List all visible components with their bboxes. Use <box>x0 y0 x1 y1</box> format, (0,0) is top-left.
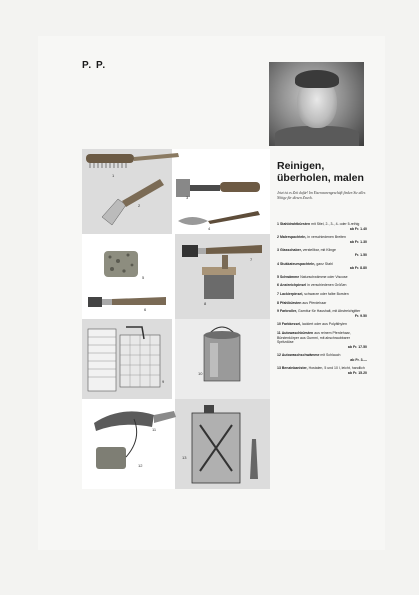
portrait-hair <box>295 70 339 88</box>
item-name: Farbkessel, <box>281 322 302 327</box>
item-desc: in verschiedenen Größen <box>307 283 347 288</box>
list-item <box>277 309 367 318</box>
item-number: 1 <box>277 222 279 226</box>
item-name: Autowaschbürsten <box>281 330 314 335</box>
list-item <box>277 235 367 244</box>
item-desc: ganz Stahl <box>316 261 333 266</box>
product-list <box>277 222 367 380</box>
item-number: 13 <box>277 366 281 371</box>
fuel-canister-icon <box>192 405 258 483</box>
tools-illustration <box>82 149 270 489</box>
item-desc: Naturschwämme oder Viscose <box>300 274 348 279</box>
item-number: 6 <box>277 283 279 288</box>
item-name: Farbroller, <box>279 309 298 314</box>
item-desc: aus reinem Pferdehaar, Bürstenkörper aus Gummi, mit abschraubbarer Spritzdüse <box>277 330 351 345</box>
list-item <box>277 322 367 327</box>
stake-brush-icon <box>202 255 236 299</box>
item-desc: aus Pferdehaar <box>302 300 327 305</box>
item-number: 12 <box>277 353 281 358</box>
list-item <box>277 262 367 271</box>
paint-roller-icon <box>88 327 160 391</box>
figure-number: 6 <box>144 307 147 312</box>
item-number: 7 <box>277 291 279 296</box>
item-price: ab Fr. 17.50 <box>347 344 367 349</box>
item-price: Fr. 9.50 <box>354 313 367 318</box>
item-number: 9 <box>277 309 279 314</box>
item-desc: mit Stiel, 2-, 3-, 4- oder 5-reihig <box>311 222 360 226</box>
figure-number: 12 <box>138 463 143 468</box>
stucco-spatula-icon <box>178 211 260 225</box>
author-initials: P. P. <box>82 60 107 71</box>
item-name: Stahldrahtbürsten <box>279 222 311 226</box>
item-number: 4 <box>277 261 279 266</box>
list-item <box>277 353 367 362</box>
figure-number: 9 <box>162 379 165 384</box>
item-name: Stukkateurspachteln, <box>279 261 316 266</box>
figure-number: 11 <box>152 427 157 432</box>
item-desc: in verschiedenen Breiten <box>307 235 346 240</box>
list-item <box>277 292 367 297</box>
item-name: Autowaschschwämme <box>281 353 320 358</box>
figure-number: 8 <box>204 301 207 306</box>
figure-number: 7 <box>250 257 253 262</box>
item-number: 8 <box>277 300 279 305</box>
item-name: Lackierpinsel, <box>279 291 304 296</box>
title-line-1: Reinigen, <box>277 160 325 172</box>
article-intro: Jetzt ist es Zeit dafür! Im Eisenwarengeschäft finden Sie alles Nötige für diesen Zweck. <box>277 191 366 200</box>
item-name: Benzinkanister, <box>281 366 308 371</box>
sponge-icon <box>104 251 138 277</box>
item-desc: lackiert oder aus Polyäthylen <box>302 322 347 327</box>
list-item <box>277 283 367 288</box>
list-item <box>277 331 367 349</box>
item-name: Malerspachteln, <box>279 235 307 240</box>
item-name: Schwämme <box>279 274 300 279</box>
glass-scraper-icon <box>176 179 260 197</box>
item-desc: Garnitur für Haushalt, mit Abstreichgitter <box>298 309 361 314</box>
product-collage <box>82 149 270 489</box>
item-price: ab Fr. 1.30 <box>349 239 367 244</box>
figure-number: 10 <box>198 371 203 376</box>
author-portrait-photo <box>269 62 364 146</box>
item-number: 3 <box>277 248 279 253</box>
item-price: Fr. 1.50 <box>354 252 367 257</box>
paint-bucket-icon <box>204 327 240 381</box>
figure-number: 1 <box>112 173 115 178</box>
item-desc: Hostalen, 5 und 10 l, leicht, handlich <box>308 366 365 371</box>
title-line-2: überholen, malen <box>277 172 364 184</box>
figure-number: 13 <box>182 455 187 460</box>
paint-brush-icon <box>88 297 166 307</box>
list-item <box>277 366 367 375</box>
item-name: Pfahlbürsten <box>279 300 302 305</box>
list-item <box>277 248 367 257</box>
item-price: ab Fr. 1.40 <box>349 226 367 231</box>
list-item <box>277 301 367 306</box>
item-desc: verstellbar, mit Klinge <box>302 248 336 253</box>
item-number: 10 <box>277 322 281 327</box>
item-name: Glasschaber, <box>279 248 302 253</box>
article-title <box>277 160 367 184</box>
item-number: 5 <box>277 274 279 279</box>
figure-number: 2 <box>138 203 141 208</box>
wire-brush-icon <box>86 153 179 168</box>
portrait-shoulders <box>275 126 359 146</box>
spatula-icon <box>102 179 164 225</box>
item-price: ab Fr. 15.20 <box>347 371 367 376</box>
item-number: 11 <box>277 330 281 335</box>
item-price: ab Fr. 3.— <box>350 357 367 362</box>
list-item <box>277 275 367 280</box>
item-number: 2 <box>277 235 279 240</box>
figure-number: 5 <box>142 275 145 280</box>
item-name: Anstreichpinsel <box>279 283 307 288</box>
item-price: ab Fr. 8.80 <box>349 266 367 271</box>
item-desc: schwarze oder falbe Borsten <box>304 291 349 296</box>
list-item <box>277 222 367 231</box>
figure-number: 4 <box>208 226 211 231</box>
item-desc: mit Schlauch <box>320 353 341 358</box>
figure-number: 3 <box>186 195 189 200</box>
